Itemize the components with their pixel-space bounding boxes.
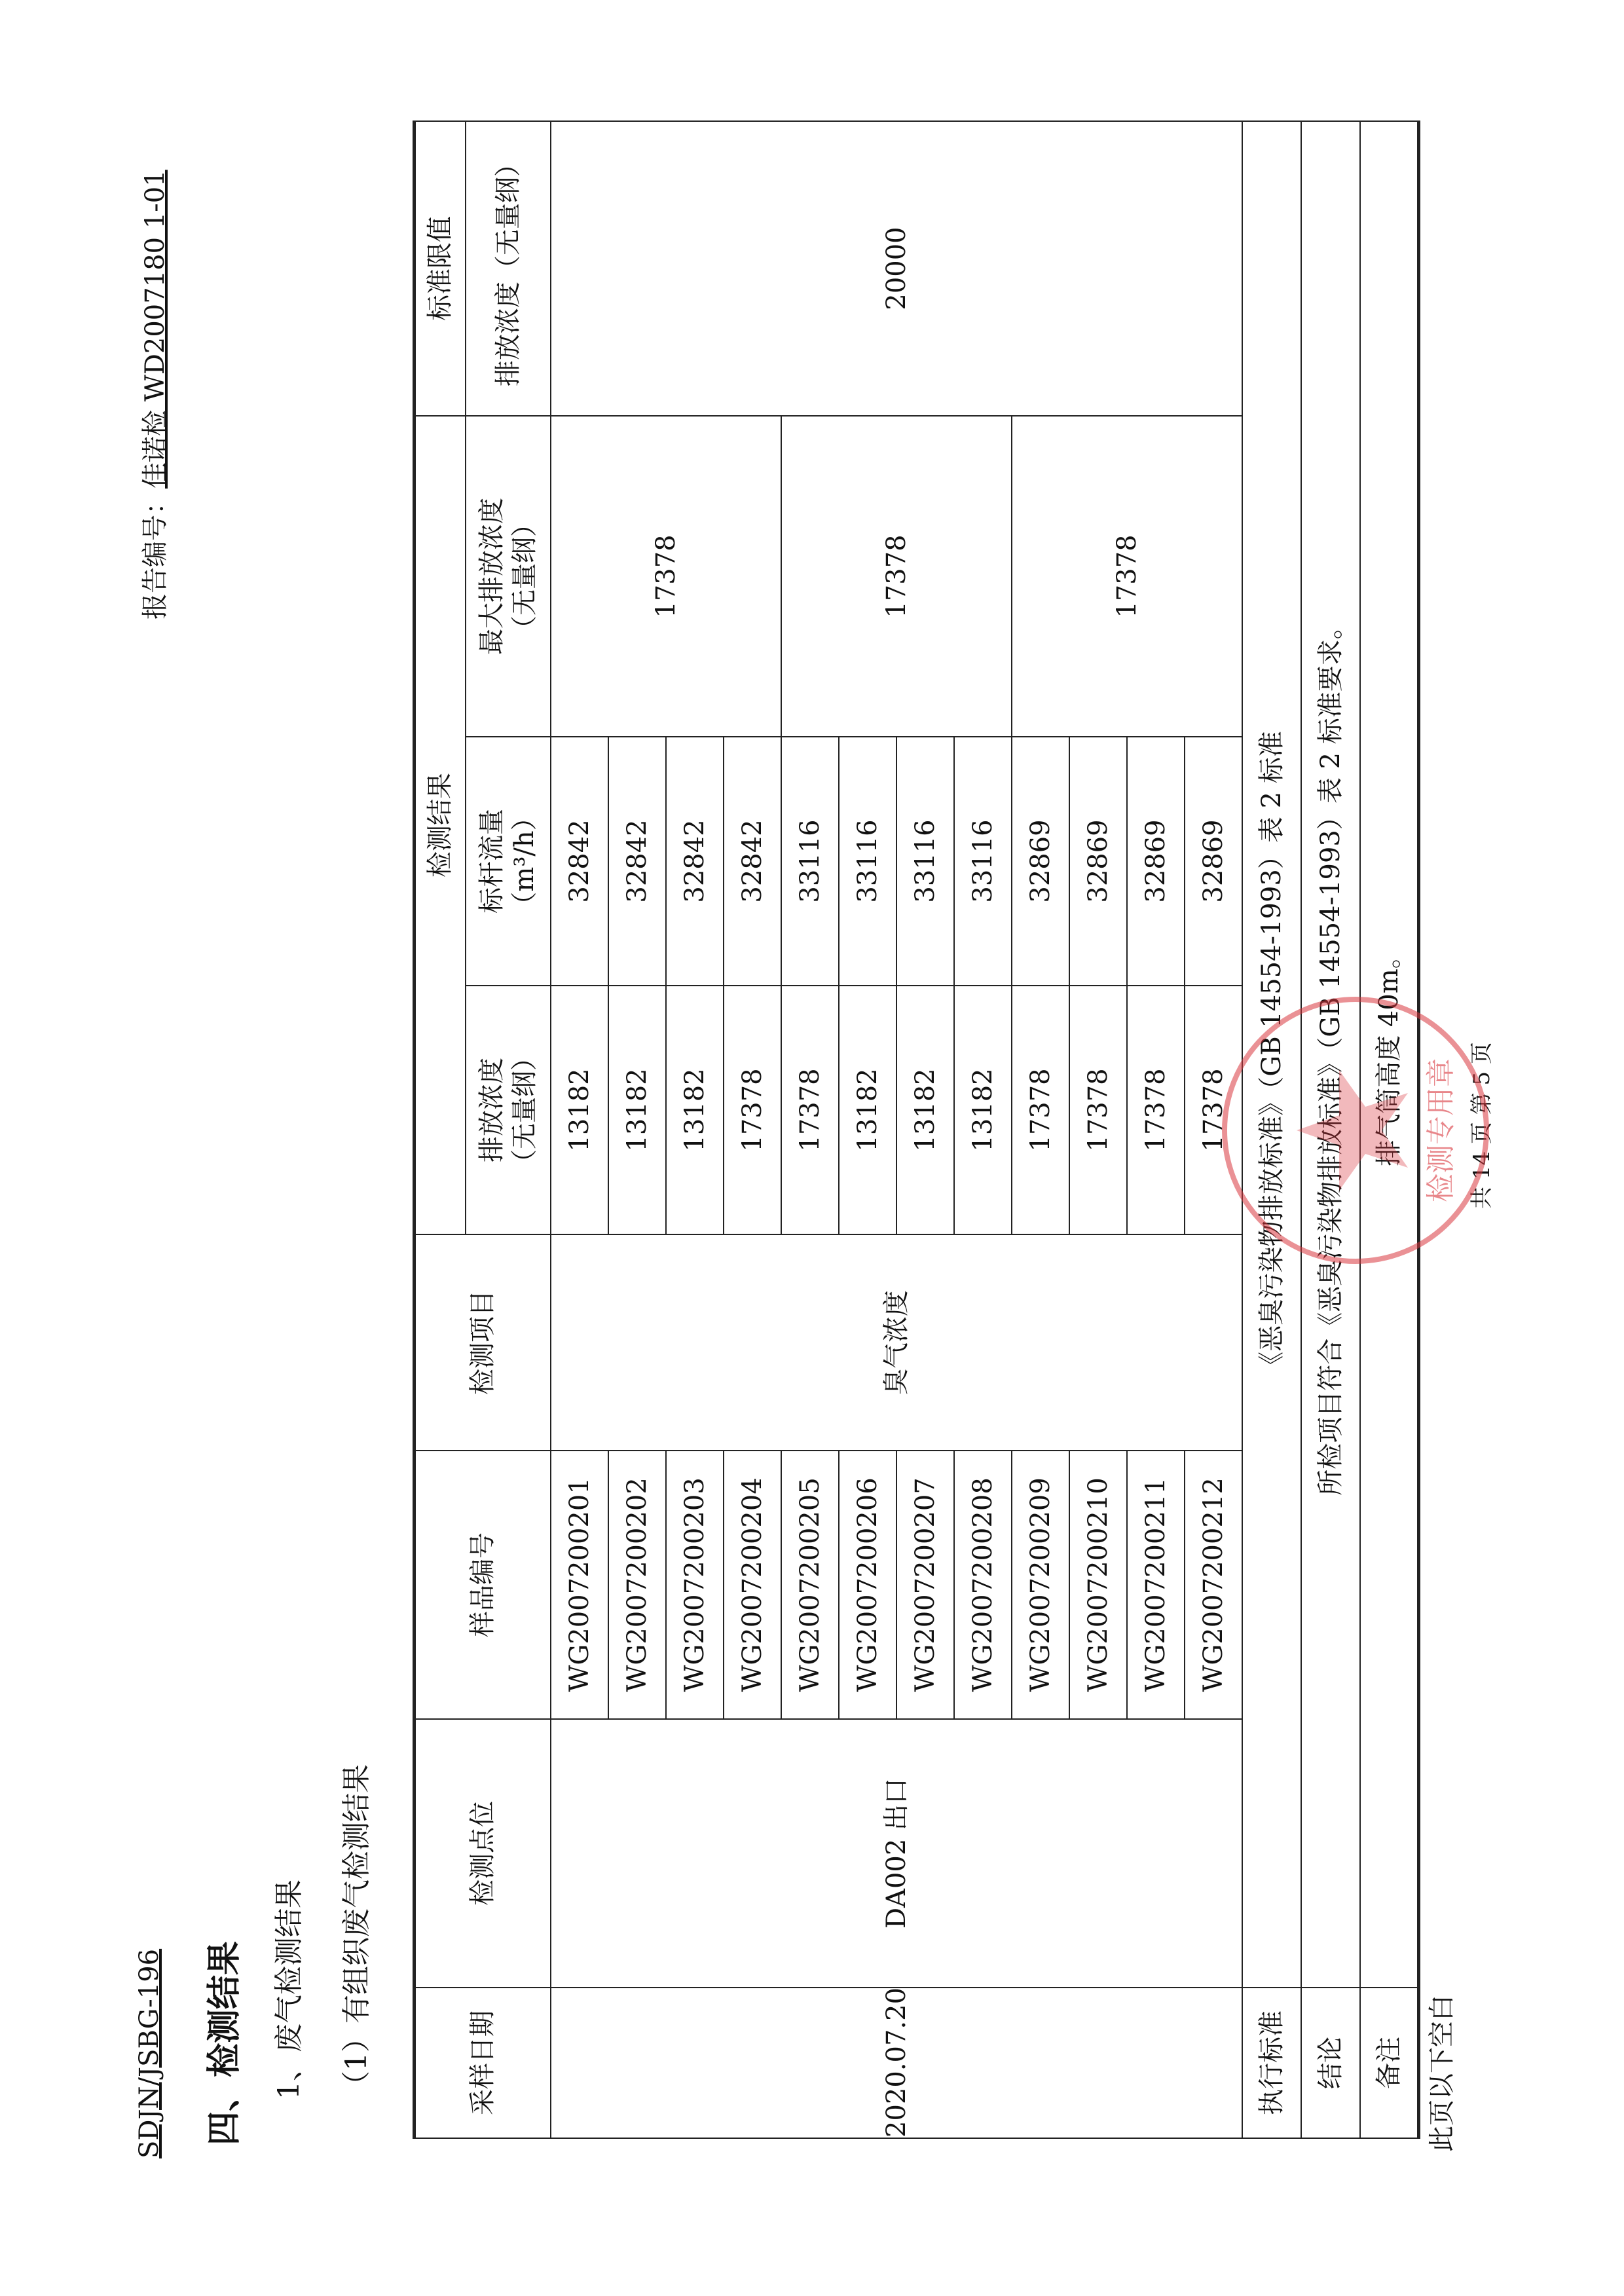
max-concentration: 17378 (1012, 416, 1242, 737)
concentration: 17378 (1069, 986, 1127, 1234)
header-limit: 标准限值 (415, 121, 466, 416)
subsection-title: 1、废气检测结果 (272, 1879, 306, 2100)
sample-id: WG2007200209 (1012, 1451, 1069, 1719)
concentration: 17378 (781, 986, 839, 1234)
blank-page-note: 此页以下空白 (1427, 1995, 1457, 2152)
form-code: SDJN/JSBG-196 (134, 1948, 164, 2158)
concentration: 17378 (1185, 986, 1242, 1234)
report-number-value: 佳诺检 WD2007180 1-01 (140, 170, 170, 489)
flow: 33116 (839, 737, 896, 986)
concentration: 13182 (896, 986, 954, 1234)
concentration: 17378 (724, 986, 781, 1234)
flow: 32869 (1185, 737, 1242, 986)
sample-id: WG2007200212 (1185, 1451, 1242, 1719)
sample-id: WG2007200203 (666, 1451, 724, 1719)
test-item: 臭气浓度 (551, 1234, 1242, 1451)
sample-id: WG2007200210 (1069, 1451, 1127, 1719)
standard-text: 《恶臭污染物排放标准》（GB 14554-1993）表 2 标准 (1242, 121, 1301, 1988)
sample-point: DA002 出口 (551, 1719, 1242, 1988)
max-concentration: 17378 (551, 416, 781, 737)
section-title: 四、检测结果 (204, 1940, 244, 2145)
flow: 32869 (1127, 737, 1185, 986)
sample-id: WG2007200208 (954, 1451, 1012, 1719)
header-max-concentration: 最大排放浓度 （无量纲） (466, 416, 551, 737)
flow: 33116 (896, 737, 954, 986)
report-number-label: 报告编号： (140, 489, 170, 620)
header-item: 检测项目 (415, 1234, 551, 1451)
sample-id: WG2007200207 (896, 1451, 954, 1719)
sample-id: WG2007200202 (608, 1451, 666, 1719)
header-results: 检测结果 (415, 416, 466, 1234)
sample-id: WG2007200211 (1127, 1451, 1185, 1719)
sample-id: WG2007200201 (551, 1451, 608, 1719)
flow: 33116 (781, 737, 839, 986)
flow: 32869 (1012, 737, 1069, 986)
sample-id: WG2007200205 (781, 1451, 839, 1719)
sample-id: WG2007200206 (839, 1451, 896, 1719)
concentration: 13182 (839, 986, 896, 1234)
report-number (134, 170, 172, 620)
flow: 32842 (608, 737, 666, 986)
conclusion-text: 所检项目符合《恶臭污染物排放标准》（GB 14554-1993）表 2 标准要求。 (1301, 121, 1360, 1988)
concentration: 13182 (608, 986, 666, 1234)
concentration: 17378 (1012, 986, 1069, 1234)
concentration: 13182 (551, 986, 608, 1234)
remark-label: 备注 (1360, 1988, 1419, 2138)
sample-id: WG2007200204 (724, 1451, 781, 1719)
limit-value: 20000 (551, 121, 1242, 416)
seal-text: 检测专用章 (1424, 1058, 1458, 1202)
concentration: 13182 (954, 986, 1012, 1234)
header-date: 采样日期 (415, 1988, 551, 2138)
subsection-subtitle: （1）有组织废气检测结果 (340, 1764, 373, 2100)
header-concentration: 排放浓度 （无量纲） (466, 986, 551, 1234)
inspection-seal-icon (1211, 986, 1500, 1274)
header-flow: 标杆流量 （m³/h） (466, 737, 551, 986)
standard-label: 执行标准 (1242, 1988, 1301, 2138)
concentration: 17378 (1127, 986, 1185, 1234)
flow: 32869 (1069, 737, 1127, 986)
flow: 32842 (666, 737, 724, 986)
remark-text: 排气筒高度 40m。 (1360, 121, 1419, 1988)
header-sample: 样品编号 (415, 1451, 551, 1719)
conclusion-label: 结论 (1301, 1988, 1360, 2138)
header-point: 检测点位 (415, 1719, 551, 1988)
max-concentration: 17378 (781, 416, 1012, 737)
sample-date: 2020.07.20 (551, 1988, 1242, 2138)
flow: 32842 (724, 737, 781, 986)
page-footer: 共 14 页 第 5 页 (1469, 1042, 1495, 1209)
flow: 33116 (954, 737, 1012, 986)
flow: 32842 (551, 737, 608, 986)
header-limit-sub: 排放浓度（无量纲） (466, 121, 551, 416)
concentration: 13182 (666, 986, 724, 1234)
